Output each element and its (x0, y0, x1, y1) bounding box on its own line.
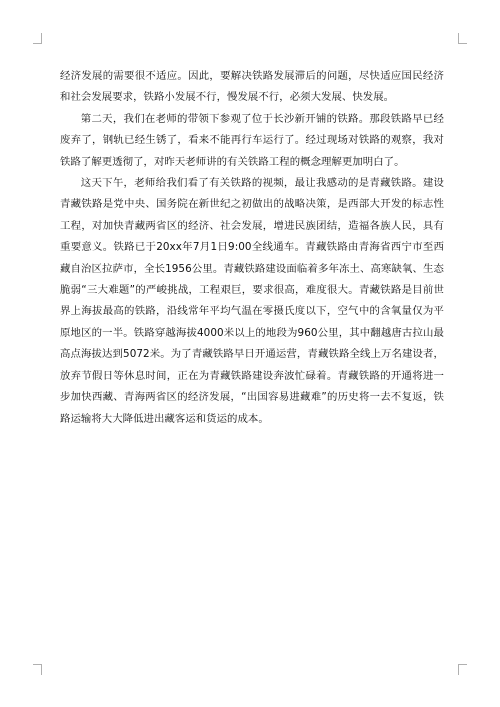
crop-mark-top-left (33, 33, 42, 44)
paragraph-1: 经济发展的需要很不适应。因此，要解决铁路发展滞后的问题，尽快适应国民经济和社会发展要求，铁路小发展不行，慢发展不行，必须大发展、快发展。 (60, 70, 444, 104)
paragraph-2: 第二天，我们在老师的带领下参观了位于长沙新开铺的铁路。那段铁路早已经废弃了，钢轨已经生锈了，看来不能再行车运行了。经过现场对铁路的观察，我对铁路了解更透彻了，对昨天老师讲的有关铁路工程的概念理解更加明白了。 (60, 112, 444, 168)
document-body (60, 66, 444, 430)
crop-mark-top-right (458, 33, 467, 44)
crop-mark-bottom-right (458, 664, 467, 675)
paragraph-3: 这天下午，老师给我们看了有关铁路的视频，最让我感动的是青藏铁路。建设青藏铁路是党中央、国务院在新世纪之初做出的战略决策，是西部大开发的标志性工程，对加快青藏两省区的经济、社会发展，增进民族团结，造福各族人民，具有重要意义。铁路已于20xx年7月1日9:00全线通车。青藏铁路由青海省西宁市至西藏自治区拉萨市，全长1956公里。青藏铁路建设面临着多年冻土、高寒缺氧、生态脆弱“三大难题”的严峻挑战，工程艰巨，要求很高，难度很大。青藏铁路是目前世界上海拔最高的铁路，沿线常年平均气温在零摄氏度以下，空气中的含氧量仅为平原地区的一半。铁路穿越海拔4000米以上的地段为960公里，其中翻越唐古拉山最高点海拔达到5072米。为了青藏铁路早日开通运营，青藏铁路全线上万名建设者，放弃节假日等休息时间，正在为青藏铁路建设奔波忙碌着。青藏铁路的开通将进一步加快西藏、青海两省区的经济发展，“出国容易进藏难”的历史将一去不复返，铁路运输将大大降低进出藏客运和货运的成本。 (60, 177, 444, 425)
crop-mark-bottom-left (33, 664, 42, 675)
